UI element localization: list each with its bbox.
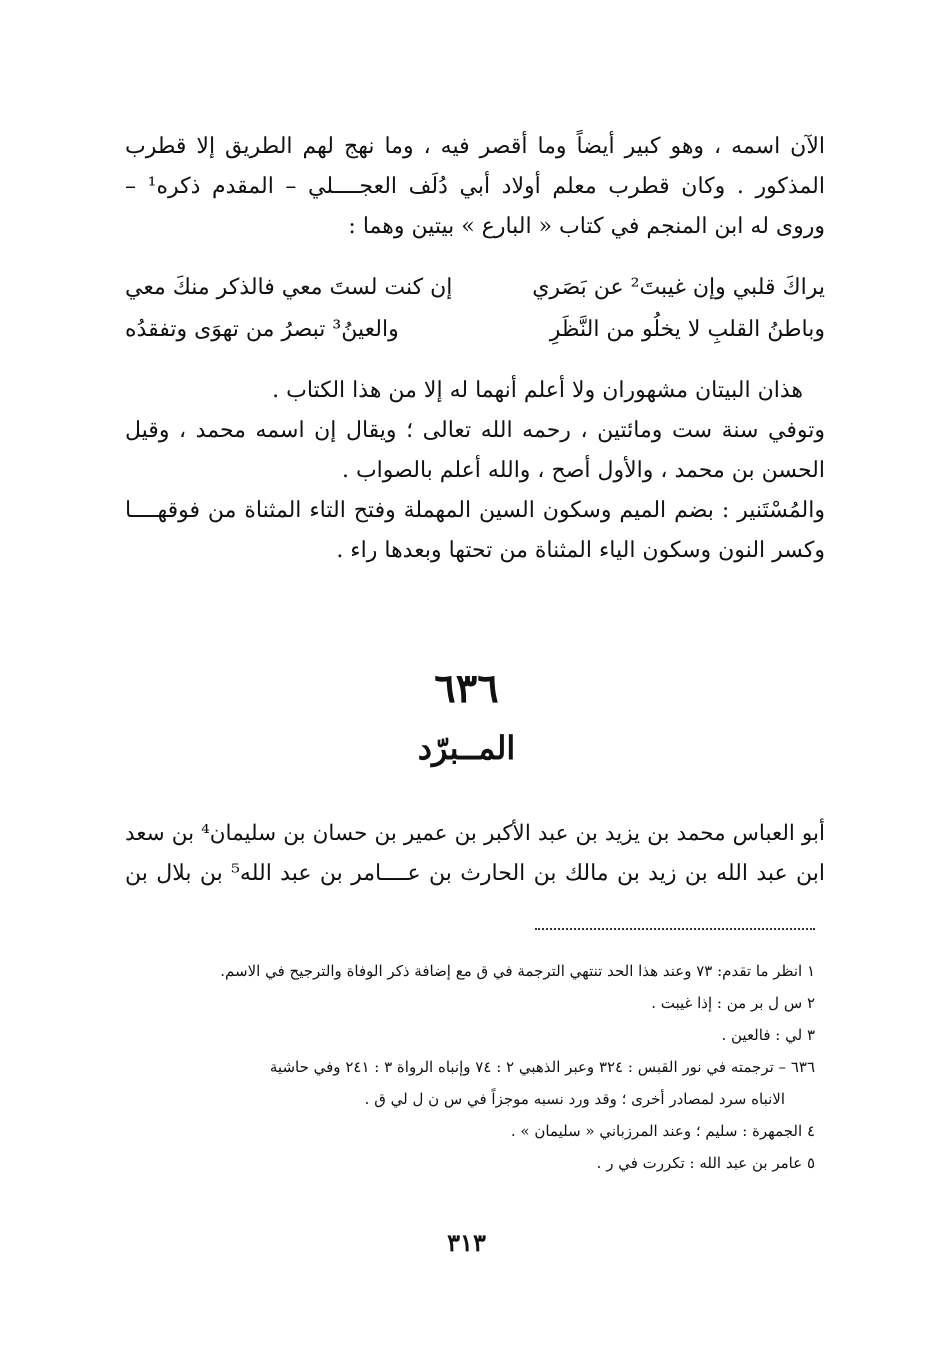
text-line: وتوفي سنة ست ومائتين ، رحمه الله تعالى ؛ ويقال إن اسمه محمد ، وقيل: [125, 418, 825, 443]
text-line: والمُسْتَنير : بضم الميم وسكون السين المهملة وفتح التاء المثناة من فوقهــــا: [125, 498, 825, 523]
paragraph-lineage: [125, 814, 825, 894]
footnotes: [115, 955, 815, 1179]
footnote: ٣ لي : فالعين .: [721, 1026, 815, 1044]
verse-hemistich-second: والعينُ³ تبصرُ من تهوَى وتفقدُه: [125, 317, 399, 342]
page-number: ٣١٣: [447, 1228, 486, 1257]
footnote: ٦٣٦ – ترجمته في نور القبس : ٣٢٤ وعبر الذهبي ٢ : ٧٤ وإنباه الرواة ٣ : ٢٤١ وفي حاشية: [269, 1058, 815, 1076]
paragraph-intro: [125, 127, 825, 247]
text-line: الحسن بن محمد ، والأول أصح ، والله أعلم بالصواب .: [341, 458, 825, 483]
text-line: وروى له ابن المنجم في كتاب « البارع » بيتين وهما :: [348, 214, 825, 239]
text-line: وكسر النون وسكون الياء المثناة من تحتها وبعدها راء .: [336, 538, 825, 563]
footnote: ٢ س ل بر من : إذا غيبت .: [651, 994, 815, 1012]
footnote-continuation: الانباه سرد لمصادر أخرى ؛ وقد ورد نسبه موجزاً في س ن ل لي ق .: [364, 1090, 785, 1108]
footnote-separator: [535, 928, 815, 930]
text-line: هذان البيتان مشهوران ولا أعلم أنهما له إلا من هذا الكتاب .: [272, 378, 803, 403]
verse-hemistich-second: إن كنت لستَ معي فالذكر منكَ معي: [125, 275, 453, 300]
verse-hemistich-first: يراكَ قلبي وإن غيبتَ² عن بَصَري: [532, 275, 825, 300]
verse-hemistich-first: وباطنُ القلبِ لا يخلُو من النَّظَرِ: [549, 317, 825, 342]
footnote: ٤ الجمهرة : سليم ؛ وعند المرزباني « سليمان » .: [510, 1122, 815, 1140]
footnote: ١ انظر ما تقدم: ٧٣ وعند هذا الحد تنتهي الترجمة في ق مع إضافة ذكر الوفاة والترجيح في الاسم.: [220, 962, 815, 980]
footnote: ٥ عامر بن عبد الله : تكررت في ر .: [596, 1154, 815, 1172]
text-line: ابن عبد الله بن زيد بن مالك بن الحارث بن عــــامر بن عبد الله⁵ بن بلال بن: [125, 861, 825, 886]
text-line: الآن اسمه ، وهو كبير أيضاً وما أقصر فيه ، وما نهج لهم الطريق إلا قطرب: [125, 134, 825, 159]
paragraph-death: [125, 371, 825, 571]
entry-number: ٦٣٦: [434, 665, 499, 712]
verse-line: [125, 268, 825, 308]
text-line: المذكور . وكان قطرب معلم أولاد أبي دُلَف العجــــلي – المقدم ذكره¹ –: [125, 174, 825, 199]
verse-line: [125, 310, 825, 350]
text-line: أبو العباس محمد بن يزيد بن عبد الأكبر بن عمير بن حسان بن سليمان⁴ بن سعد: [125, 821, 825, 846]
entry-title: المــبرّد: [417, 729, 516, 767]
